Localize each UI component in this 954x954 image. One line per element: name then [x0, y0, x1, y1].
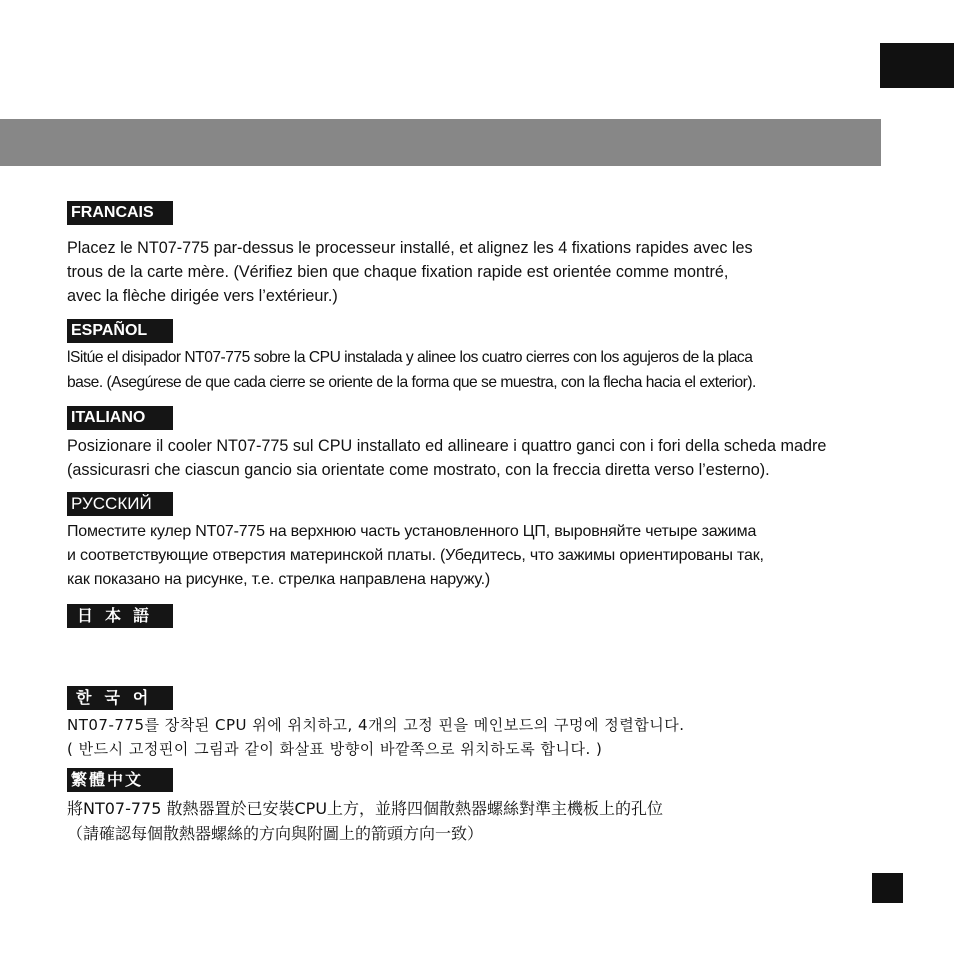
- paragraph-line: (assicurasri che ciascun gancio sia orientate come mostrato, con la freccia diretta verso l’esterno).: [67, 461, 770, 479]
- paragraph-line: lSitúe el disipador NT07-775 sobre la CPU instalada y alinee los cuatro cierres con los agujeros de la placa: [67, 349, 753, 366]
- paragraph-russian: [67, 520, 917, 592]
- section-label-korean: 한국어: [67, 686, 173, 710]
- section-label-chinese: 繁體中文: [67, 768, 173, 792]
- section-label-espanol: ESPAÑOL: [67, 319, 173, 343]
- section-label-italiano: ITALIANO: [67, 406, 173, 430]
- paragraph-line: как показано на рисунке, т.е. стрелка направлена наружу.): [67, 571, 491, 588]
- paragraph-line: base. (Asegúrese de que cada cierre se oriente de la forma que se muestra, con la flecha hacia el exterior).: [67, 374, 756, 391]
- paragraph-line: Posizionare il cooler NT07-775 sul CPU installato ed allineare i quattro ganci con i fori della scheda madre: [67, 437, 827, 455]
- paragraph-line: Placez le NT07-775 par-dessus le processeur installé, et alignez les 4 fixations rapides avec les: [67, 239, 753, 257]
- paragraph-chinese: [67, 796, 917, 846]
- paragraph-line: и соответствующие отверстия материнской платы. (Убедитесь, что зажимы ориентированы так,: [67, 547, 764, 564]
- paragraph-line: ( 반드시 고정핀이 그림과 같이 화살표 방향이 바깥쪽으로 위치하도록 합니다. ): [67, 740, 603, 758]
- section-label-russian: РУССКИЙ: [67, 492, 173, 516]
- section-label-francais: FRANCAIS: [67, 201, 173, 225]
- paragraph-line: trous de la carte mère. (Vérifiez bien que chaque fixation rapide est orientée comme montré,: [67, 263, 729, 281]
- paragraph-line: Поместите кулер NT07-775 на верхнюю часть установленного ЦП, выровняйте четыре зажима: [67, 523, 757, 540]
- paragraph-line: 將NT07-775 散熱器置於已安裝CPU上方，並將四個散熱器螺絲對準主機板上的孔位: [67, 799, 664, 818]
- paragraph-line: avec la flèche dirigée vers l’extérieur.): [67, 287, 338, 305]
- paragraph-korean: [67, 713, 917, 761]
- page-marker: [872, 873, 903, 903]
- corner-tab: [880, 43, 954, 88]
- section-label-japanese: 日本語: [67, 604, 173, 628]
- paragraph-italiano: [67, 434, 917, 482]
- header-band: [0, 119, 881, 166]
- paragraph-line: NT07-775를 장착된 CPU 위에 위치하고, 4개의 고정 핀을 메인보드의 구멍에 정렬합니다.: [67, 716, 685, 734]
- paragraph-line: （請確認每個散熱器螺絲的方向與附圖上的箭頭方向一致）: [67, 824, 484, 843]
- paragraph-espanol: [67, 345, 927, 395]
- paragraph-francais: [67, 236, 917, 308]
